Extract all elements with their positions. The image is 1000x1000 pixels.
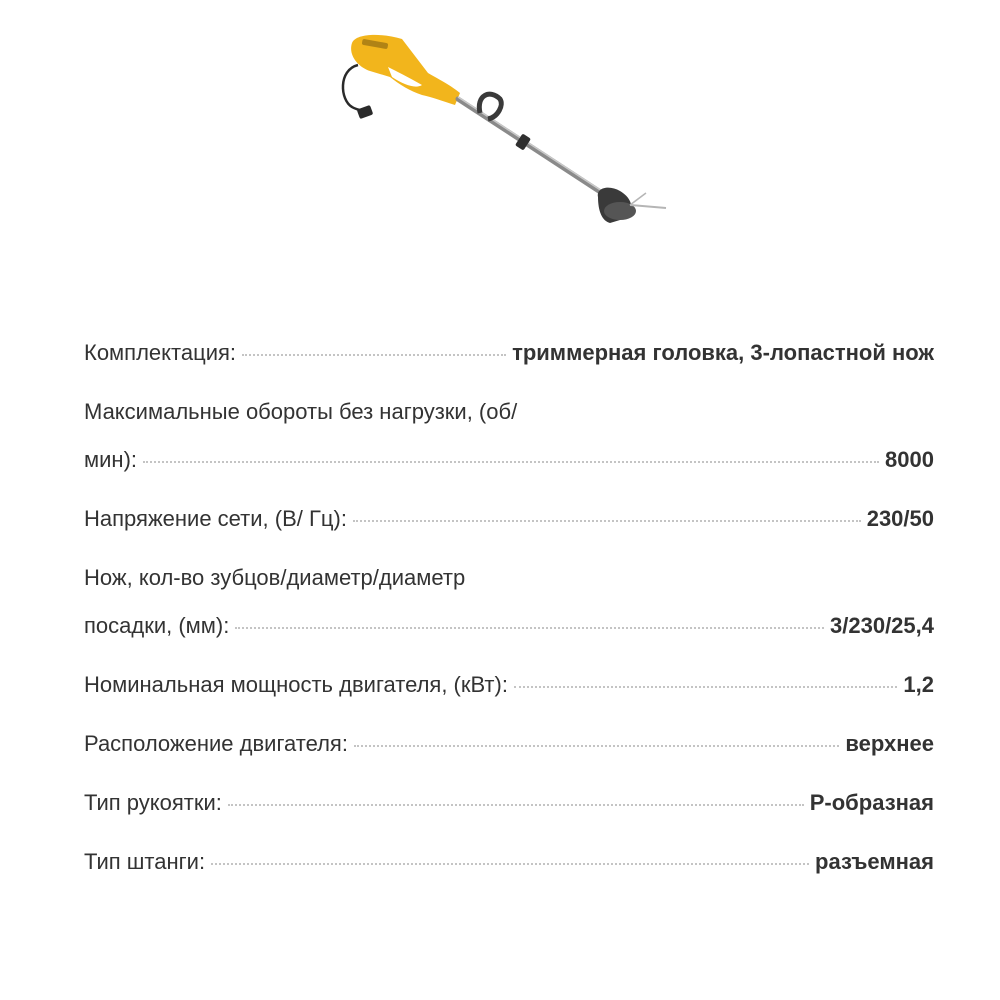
dot-leader (228, 804, 804, 806)
dot-leader (353, 520, 861, 522)
spec-label: Тип штанги: (84, 849, 206, 874)
spec-value: 3/230/25,4 (830, 613, 934, 638)
spec-row-voltage (84, 502, 934, 536)
spec-value: Р-образная (809, 790, 934, 815)
spec-value: 1,2 (903, 672, 934, 697)
spec-value: разъемная (815, 849, 934, 874)
spec-label-line1: Нож, кол-во зубцов/диаметр/диаметр (84, 565, 466, 590)
spec-value: триммерная головка, 3-лопастной нож (512, 340, 934, 365)
dot-leader (514, 686, 897, 688)
spec-label: Напряжение сети, (В/ Гц): (84, 506, 347, 531)
spec-row-blade (84, 561, 934, 643)
dot-leader (143, 461, 879, 463)
spec-value: верхнее (845, 731, 934, 756)
spec-row-shaft-type (84, 845, 934, 879)
dot-leader (242, 354, 506, 356)
spec-row-kit (84, 336, 934, 370)
spec-row-power (84, 668, 934, 702)
dot-leader (235, 627, 824, 629)
spec-label: Расположение двигателя: (84, 731, 348, 756)
spec-list (84, 336, 934, 904)
spec-label: посадки, (мм): (84, 613, 230, 638)
spec-row-max-rpm (84, 395, 934, 477)
spec-label: Тип рукоятки: (84, 790, 222, 815)
spec-row-motor-position (84, 727, 934, 761)
trimmer-product-image (330, 25, 680, 235)
spec-value: 230/50 (866, 506, 934, 531)
dot-leader (354, 745, 839, 747)
dot-leader (211, 863, 809, 865)
spec-label: Комплектация: (84, 340, 237, 365)
spec-label-line1: Максимальные обороты без нагрузки, (об/ (84, 399, 518, 424)
spec-value: 8000 (885, 447, 934, 472)
spec-label: Номинальная мощность двигателя, (кВт): (84, 672, 508, 697)
spec-row-handle-type (84, 786, 934, 820)
spec-label: мин): (84, 447, 138, 472)
